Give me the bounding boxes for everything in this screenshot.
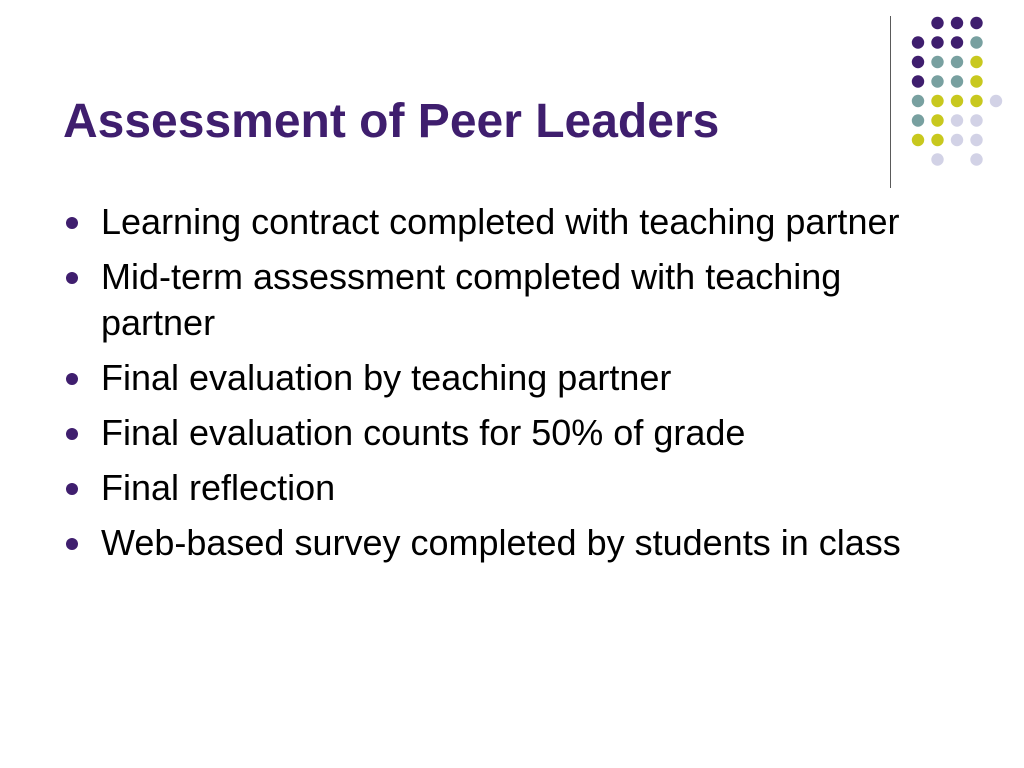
bullet-text: Final evaluation by teaching partner (101, 357, 672, 398)
bullet-icon (66, 483, 78, 495)
decorative-dot (931, 114, 943, 126)
bullet-text: Mid-term assessment completed with teaching partner (101, 256, 842, 343)
bullet-item (63, 410, 963, 456)
decorative-dot (931, 17, 943, 29)
bullet-item (63, 355, 963, 401)
decorative-dot (990, 95, 1002, 107)
decorative-dot (912, 95, 924, 107)
bullet-icon (66, 217, 78, 229)
decorative-dot (970, 114, 982, 126)
decorative-dot (931, 36, 943, 48)
decorative-dot (970, 134, 982, 146)
decorative-dot (970, 36, 982, 48)
decorative-dot (951, 134, 963, 146)
bullet-text: Final reflection (101, 467, 336, 508)
bullet-icon (66, 538, 78, 550)
decorative-dot (970, 153, 982, 165)
decorative-dot (912, 56, 924, 68)
decorative-dot (912, 134, 924, 146)
bullet-list (63, 199, 963, 575)
decorative-dot (951, 56, 963, 68)
bullet-item (63, 465, 963, 511)
bullet-item (63, 520, 963, 566)
decorative-dot (931, 56, 943, 68)
decorative-dot (970, 75, 982, 87)
vertical-divider (890, 16, 891, 188)
decorative-dot (970, 17, 982, 29)
decorative-dot (912, 114, 924, 126)
bullet-item (63, 199, 963, 245)
decorative-dot (951, 95, 963, 107)
bullet-icon (66, 272, 78, 284)
decorative-dot (931, 95, 943, 107)
decorative-dot (951, 36, 963, 48)
bullet-icon (66, 428, 78, 440)
decorative-dot (912, 36, 924, 48)
bullet-text: Final evaluation counts for 50% of grade (101, 412, 746, 453)
decorative-dot (970, 56, 982, 68)
decorative-dot (970, 95, 982, 107)
decorative-dot (951, 114, 963, 126)
decorative-dot (931, 75, 943, 87)
decorative-dot (931, 153, 943, 165)
decorative-dot (951, 17, 963, 29)
bullet-text: Learning contract completed with teaching partner (101, 201, 900, 242)
decorative-dot (912, 75, 924, 87)
bullet-text: Web-based survey completed by students in class (101, 522, 901, 563)
bullet-icon (66, 373, 78, 385)
decorative-dot (931, 134, 943, 146)
slide-title: Assessment of Peer Leaders (63, 95, 720, 148)
decorative-dot (951, 75, 963, 87)
bullet-item (63, 254, 963, 346)
